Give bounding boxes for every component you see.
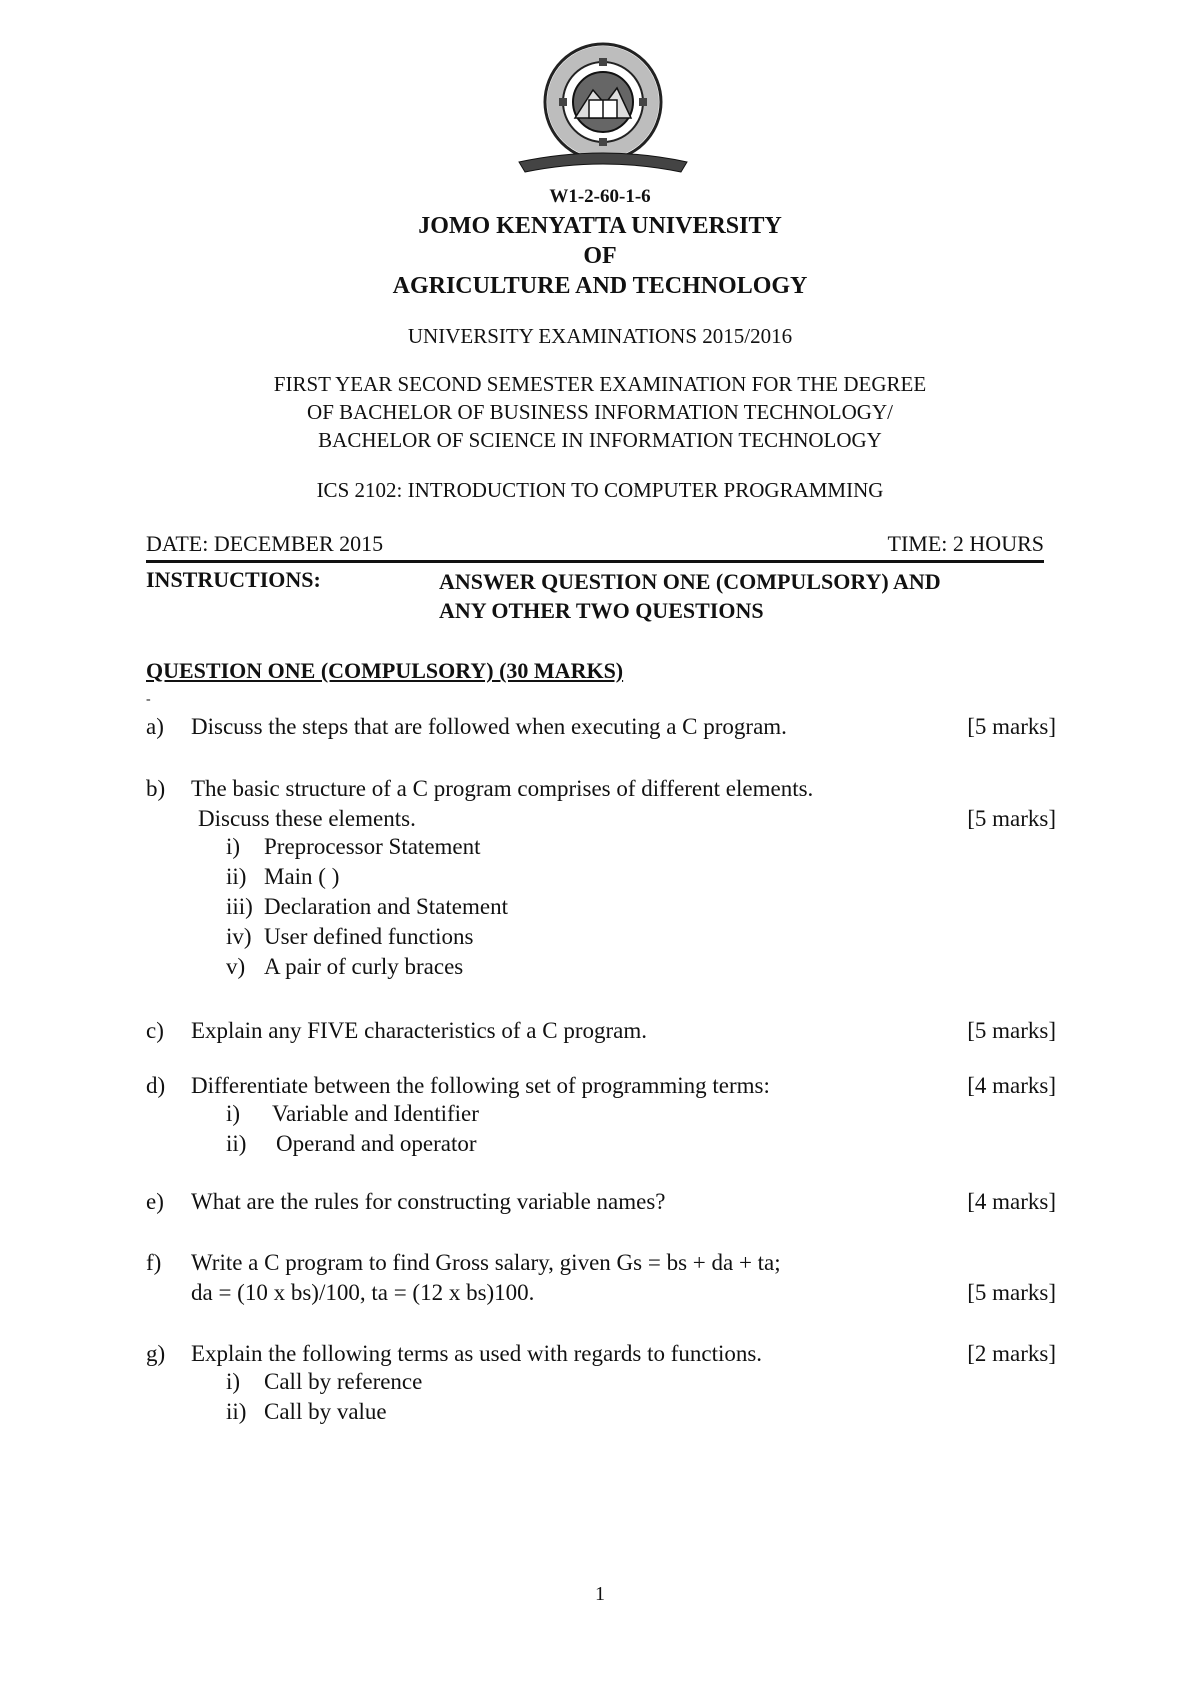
part-label: f) [146,1250,162,1275]
list-item-num: iv) [226,924,252,949]
list-item-num: iii) [226,894,253,919]
university-name [0,211,1200,301]
part-label: b) [146,776,166,801]
university-line-2: OF [583,243,617,269]
part-text: Discuss the steps that are followed when executing a C program. [191,714,787,739]
university-line-1: JOMO KENYATTA UNIVERSITY [418,213,782,239]
list-item: A pair of curly braces [264,954,464,979]
instructions-line-1: ANSWER QUESTION ONE (COMPULSORY) AND [439,569,941,594]
list-item: Preprocessor Statement [264,834,481,859]
list-item: Main ( ) [264,864,340,889]
list-item: Call by reference [264,1369,423,1394]
part-label: e) [146,1189,164,1214]
list-item-num: v) [226,954,246,979]
paper-code: W1-2-60-1-6 [549,186,651,207]
university-line-3: AGRICULTURE AND TECHNOLOGY [392,273,808,299]
date-time-row [146,531,1044,557]
list-item: User defined functions [264,924,474,949]
part-text-line-1: The basic structure of a C program comprises of different elements. [191,776,814,801]
part-label: a) [146,714,164,739]
list-item-num: ii) [226,1131,247,1156]
part-text: Differentiate between the following set of programming terms: [191,1073,770,1098]
part-marks: [4 marks] [967,1189,1056,1214]
part-label: d) [146,1073,166,1098]
part-text-line-1: Write a C program to find Gross salary, given Gs = bs + da + ta; [191,1250,781,1275]
list-item: Call by value [264,1399,387,1424]
part-marks: [5 marks] [967,1018,1056,1043]
list-item-num: ii) [226,1399,247,1424]
list-item: Declaration and Statement [264,894,508,919]
page-number: 1 [595,1583,605,1605]
university-crest-icon [513,40,693,180]
part-marks: [5 marks] [967,806,1056,831]
instructions-line-2: ANY OTHER TWO QUESTIONS [439,598,764,623]
list-item: Variable and Identifier [272,1101,479,1126]
exam-session: UNIVERSITY EXAMINATIONS 2015/2016 [407,324,793,348]
list-item: Operand and operator [276,1131,477,1156]
degree-line-2: OF BACHELOR OF BUSINESS INFORMATION TECHNOLOGY/ [307,400,893,424]
instructions-label: INSTRUCTIONS: [146,567,321,592]
header-divider [146,560,1044,563]
degree-line-3: BACHELOR OF SCIENCE IN INFORMATION TECHNOLOGY [318,428,882,452]
question-one-heading: QUESTION ONE (COMPULSORY) (30 MARKS) [146,658,624,683]
list-item-num: i) [226,834,241,859]
part-marks: [5 marks] [967,714,1056,739]
part-text-line-2: Discuss these elements. [198,806,416,831]
part-label: c) [146,1018,164,1043]
part-marks: [5 marks] [967,1280,1056,1305]
part-text: Explain any FIVE characteristics of a C program. [191,1018,648,1043]
part-text-line-2: da = (10 x bs)/100, ta = (12 x bs)100. [191,1280,535,1305]
part-marks: [2 marks] [967,1341,1056,1366]
list-item-num: ii) [226,864,247,889]
exam-date: DATE: DECEMBER 2015 [146,531,384,556]
part-label: g) [146,1341,166,1366]
instructions-text [439,567,1059,625]
part-text: Explain the following terms as used with regards to functions. [191,1341,763,1366]
degree-title [0,370,1200,454]
list-item-num: i) [226,1369,241,1394]
course-title: ICS 2102: INTRODUCTION TO COMPUTER PROGRAMMING [316,478,884,502]
exam-duration: TIME: 2 HOURS [887,531,1044,556]
part-text: What are the rules for constructing variable names? [191,1189,666,1214]
part-marks: [4 marks] [967,1073,1056,1098]
list-item-num: i) [226,1101,241,1126]
stray-mark: - [146,692,151,707]
degree-line-1: FIRST YEAR SECOND SEMESTER EXAMINATION FOR THE DEGREE [273,372,927,396]
